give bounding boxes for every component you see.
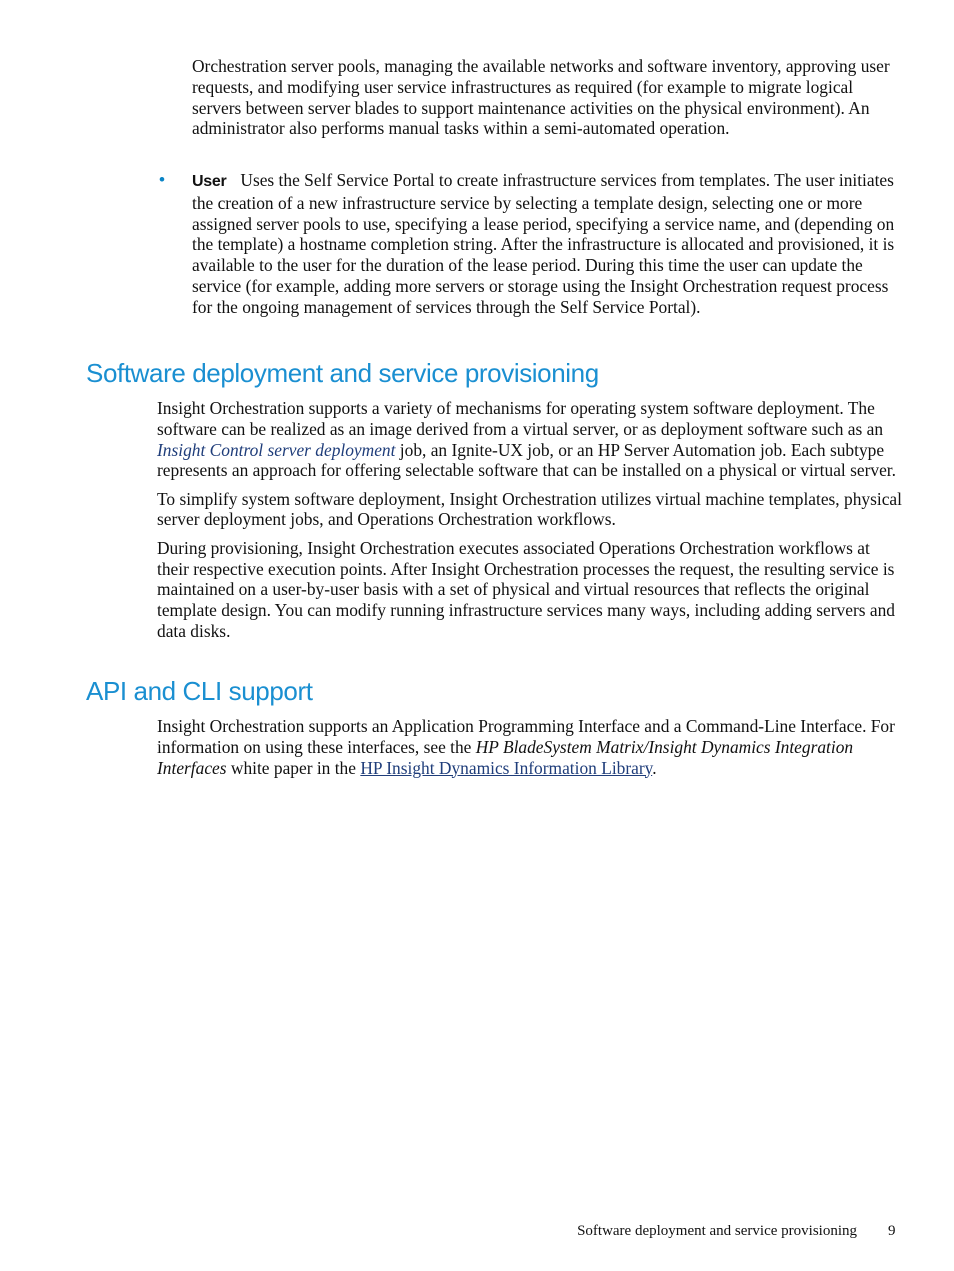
text-run: Insight Orchestration supports a variety of mechanisms for operating system software deployment. The software can be realized as an image derived from a virtual server, or as deployment software such as an (157, 398, 884, 439)
document-title-italic: HP BladeSystem Matrix/Insight Dynamics Integration Interfaces (157, 736, 854, 778)
bullet-paragraph (192, 170, 902, 318)
paragraph (157, 716, 902, 778)
information-library-link[interactable]: HP Insight Dynamics Information Library (360, 757, 653, 778)
paragraph: During provisioning, Insight Orchestration executes associated Operations Orchestration workflows at their respective execution points. After Insight Orchestration processes the request, the resulting service is maintained on a user-by-user basis with a set of physical and virtual resources that reflects the original template design. You can modify running infrastructure services many ways, including adding servers and data disks. (157, 537, 895, 641)
bullet-icon: • (159, 170, 165, 189)
paragraph: To simplify system software deployment, Insight Orchestration utilizes virtual machine templates, physical server deployment jobs, and Operations Orchestration workflows. (157, 488, 902, 530)
text-run: . (652, 757, 657, 778)
bullet-text: Uses the Self Service Portal to create infrastructure services from templates. The user initiates the creation of a new infrastructure service by selecting a template design, selecting one or more assigned server pools to use, specifying a lease period, specifying a service name, and (depending on the template) a hostname completion string. After the infrastructure is allocated and provisioned, it is available to the user for the duration of the lease period. During this time the user can update the service (for example, adding more servers or storage using the Insight Orchestration request process for the ongoing management of services through the Self Service Portal). (192, 170, 895, 317)
paragraph (157, 398, 902, 481)
footer-title: Software deployment and service provisioning (577, 1223, 857, 1239)
section-heading-api-cli: API and CLI support (86, 676, 313, 706)
text-run: white paper in the (226, 757, 361, 778)
text-run: job, an Ignite-UX job, or an HP Server Automation job. Each subtype represents an approach for offering selectable software that can be installed on a physical or virtual server. (157, 439, 896, 481)
continued-paragraph: Orchestration server pools, managing the available networks and software inventory, approving user requests, and modifying user service infrastructures as required (for example to migrate logical servers between server blades to support maintenance activities on the physical environment). An administrator also performs manual tasks within a semi-automated operation. (192, 56, 890, 139)
bullet-item-user (159, 170, 902, 318)
text-run: Insight Orchestration supports an Application Programming Interface and a Command-Line Interface. For information on using these interfaces, see the (157, 716, 895, 757)
bullet-term: User (192, 173, 227, 190)
section-body-software-deployment (157, 398, 902, 649)
section-body-api-cli (157, 716, 902, 786)
page-number: 9 (888, 1223, 896, 1239)
cross-reference-link[interactable]: Insight Control server deployment (157, 439, 396, 460)
section-heading-software-deployment: Software deployment and service provisioning (86, 358, 599, 388)
